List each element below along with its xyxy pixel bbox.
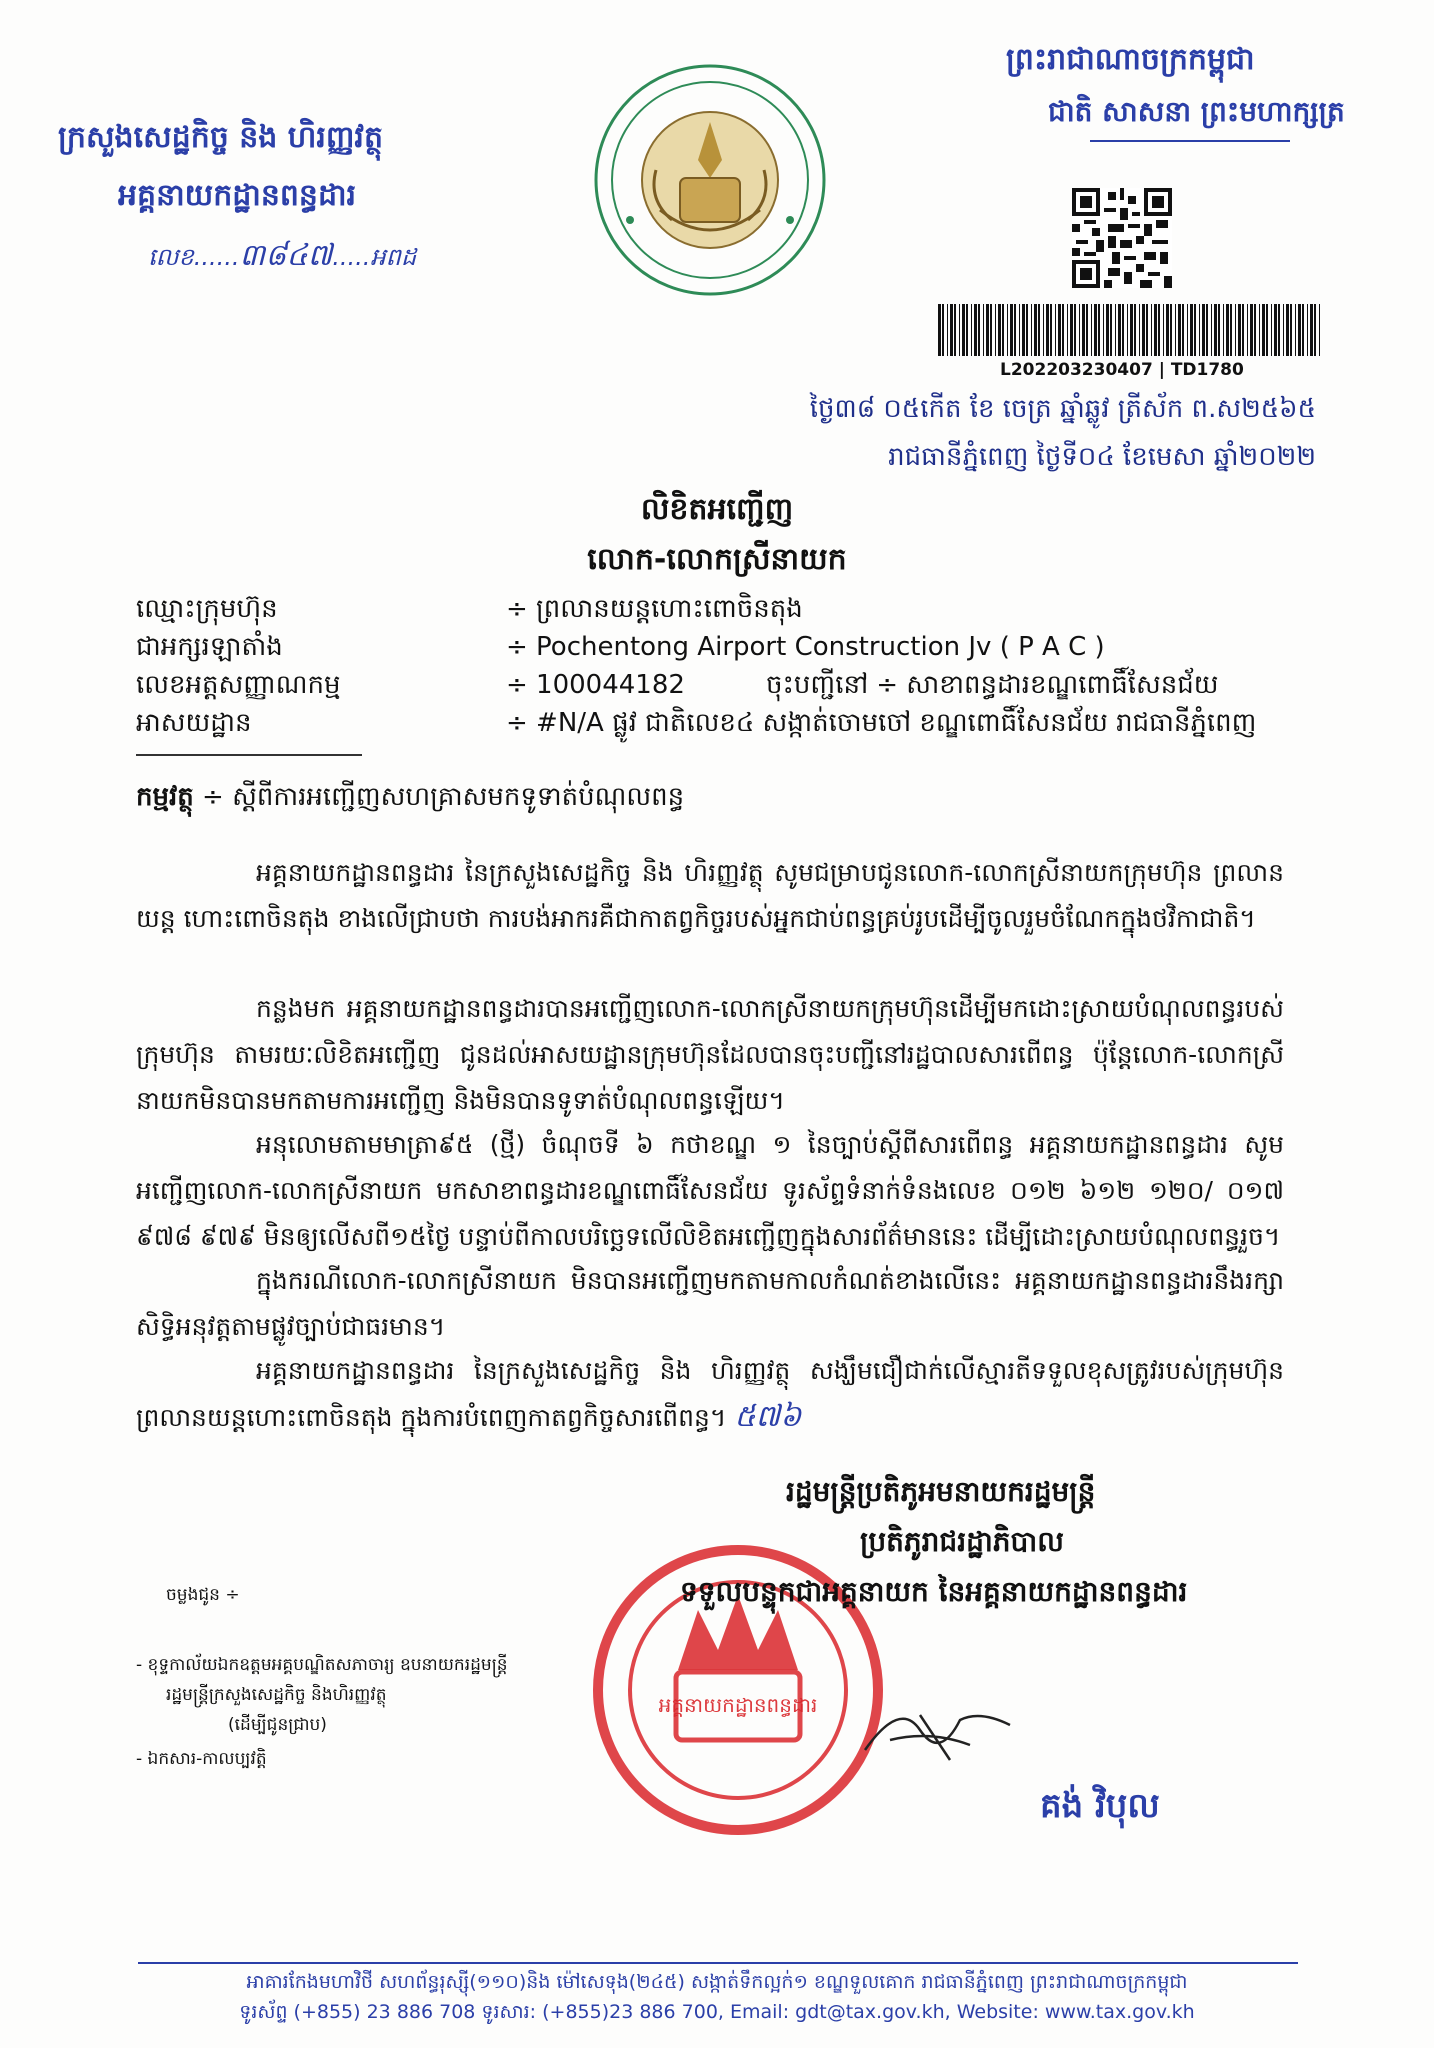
barcode-bar [1134, 304, 1136, 356]
address-value: ÷ #N/A ផ្លូវ ជាតិលេខ៤ សង្កាត់ចោមចៅ ខណ្ឌពោធិ៍សែនជ័យ រាជធានីភ្នំពេញ [506, 708, 1257, 738]
barcode-bar [1031, 304, 1032, 356]
body-paragraph-3: អនុលោមតាមមាត្រា៩៥ (ថ្មី) ចំណុចទី ៦ កថាខណ្ឌ ១ នៃច្បាប់ស្តីពីសារពើពន្ធ អគ្គនាយកដ្ឋានពន្ធដារ សូមអញ្ជើញលោក-លោកស្រីនាយក មកសាខាពន្ធដារខណ្ឌពោធិ៍សែនជ័យ ទូរស័ព្ទទំនាក់ទំនងលេខ ០១២ ៦១២ ១២០/ ០១៧ ៩៧៨ ៩៧៩ មិនឲ្យលើសពី១៥ថ្ងៃ បន្ទាប់ពីកាលបរិច្ឆេទលើលិខិតអញ្ជើញក្នុងសារព័ត៌មាននេះ ដើម្បីដោះស្រាយបំណុលពន្ធរួច។ [136, 1130, 1284, 1251]
barcode-bar [1094, 304, 1097, 356]
ministry-name: ក្រសួងសេដ្ឋកិច្ច និង ហិរញ្ញវត្ថុ [58, 120, 383, 155]
body-paragraph-5 [136, 1348, 1284, 1441]
body-paragraph-1: អគ្គនាយកដ្ឋានពន្ធដារ នៃក្រសួងសេដ្ឋកិច្ច និង ហិរញ្ញវត្ថុ សូមជម្រាបជូនលោក-លោកស្រីនាយកក្រុមហ៊ុន ព្រលានយន្ត ហោះពោចិនតុង ខាងលើជ្រាបថា ការបង់អាករគឺជាកាតព្វកិច្ចរបស់អ្នកជាប់ពន្ធគ្រប់រូបដើម្បីចូលរួមចំណែកក្នុងថវិកាជាតិ។ [136, 858, 1284, 933]
signer-title-3: ទទួលបន្ទុកជាអគ្គនាយក នៃអគ្គនាយកដ្ឋានពន្ធដារ [680, 1575, 1188, 1608]
barcode-bar [1079, 304, 1080, 356]
barcode-bar [1074, 304, 1076, 356]
barcode-bar [1190, 304, 1193, 356]
barcode-bar [1050, 304, 1052, 356]
tin-label: លេខអត្តសញ្ញាណកម្ម [136, 670, 341, 700]
barcode-bar [1070, 304, 1073, 356]
barcode-bar [1278, 304, 1280, 356]
footer-divider [138, 1962, 1298, 1964]
barcode-bar [1307, 304, 1308, 356]
company-label: ឈ្មោះក្រុមហ៊ុន [136, 594, 278, 624]
barcode-bar [1118, 304, 1121, 356]
barcode-bar [1151, 304, 1152, 356]
ref-suffix: .....អពដ [332, 243, 417, 271]
barcode-bar [1290, 304, 1292, 356]
cc-label: ចម្លងជូន ÷ [166, 1585, 240, 1605]
barcode-bar [1175, 304, 1176, 356]
barcode-bar [1086, 304, 1088, 356]
cc-item-2: - ឯកសារ-កាលប្បវត្តិ [136, 1749, 267, 1769]
barcode-bar [942, 304, 944, 356]
barcode-bar [1055, 304, 1056, 356]
barcode-bar [990, 304, 992, 356]
barcode-bar [1062, 304, 1064, 356]
body-paragraph-2: កន្លងមក អគ្គនាយកដ្ឋានពន្ធដារបានអញ្ជើញលោក-លោកស្រីនាយកក្រុមហ៊ុនដើម្បីមកដោះស្រាយបំណុលពន្ធរបស់ក្រុមហ៊ុន តាមរយៈលិខិតអញ្ជើញ ជូនដល់អាសយដ្ឋានក្រុមហ៊ុនដែលបានចុះបញ្ជីនៅរដ្ឋបាលសារពើពន្ធ ប៉ុន្តែលោក-លោកស្រីនាយកមិនបានមកតាមការអញ្ជើញ និងមិនបានទូទាត់បំណុលពន្ធឡើយ។ [136, 994, 1284, 1115]
lunar-date: ថ្ងៃ៣៨ ០៥កើត ខែ ចេត្រ ឆ្នាំឆ្លូវ ត្រីស័ក ព.ស២៥៦៥ [809, 394, 1316, 424]
motto-underline [1090, 140, 1290, 142]
barcode-bar [995, 304, 996, 356]
barcode-bar [1211, 304, 1212, 356]
subject-text: ÷ ស្តីពីការអញ្ជើញសហគ្រាសមកទូទាត់បំណុលពន្ធ [202, 782, 685, 812]
company-value: ÷ ព្រលានយន្តហោះពោចិនតុង [506, 594, 803, 624]
barcode-bar [1146, 304, 1148, 356]
barcode-bar [954, 304, 956, 356]
barcode-label: L202203230407 | TD1780 [1000, 360, 1244, 380]
barcode-bar [1019, 304, 1020, 356]
info-latin-row [136, 630, 1105, 668]
barcode-bar [1319, 304, 1320, 356]
barcode-bar [1298, 304, 1301, 356]
registered-label: ចុះបញ្ជីនៅ [766, 670, 869, 700]
barcode-bar [1115, 304, 1116, 356]
reference-number [148, 236, 416, 280]
barcode-bar [1238, 304, 1241, 356]
barcode-bar [1043, 304, 1044, 356]
barcode-bar [1139, 304, 1140, 356]
barcode-bar [971, 304, 972, 356]
body-paragraph-5-text: អគ្គនាយកដ្ឋានពន្ធដារ នៃក្រសួងសេដ្ឋកិច្ច និង ហិរញ្ញវត្ថុ សង្ឃឹមជឿជាក់លើស្មារតីទទួលខុសត្រូវរបស់ក្រុមហ៊ុន ព្រលានយន្តហោះពោចិនតុង ក្នុងការបំពេញកាតព្វកិច្ចសារពើពន្ធ។ [136, 1356, 1284, 1432]
signer-title-1: រដ្ឋមន្ត្រីប្រតិភូអមនាយករដ្ឋមន្ត្រី [786, 1475, 1096, 1508]
barcode-bar [1058, 304, 1061, 356]
barcode-bar [1206, 304, 1208, 356]
barcode-bar [1259, 304, 1260, 356]
barcode-bar [1223, 304, 1224, 356]
barcode-bar [1106, 304, 1109, 356]
barcode-bar [1022, 304, 1025, 356]
barcode-bar [1166, 304, 1169, 356]
barcode-bar [1254, 304, 1256, 356]
barcode-bar [1127, 304, 1128, 356]
barcode-bar [1046, 304, 1049, 356]
barcode-bar [959, 304, 960, 356]
qr-code [1072, 188, 1172, 288]
barcode-bar [1218, 304, 1220, 356]
barcode-bar [1130, 304, 1133, 356]
barcode-bar [1026, 304, 1028, 356]
barcode-bar [1163, 304, 1164, 356]
barcode-bar [1098, 304, 1100, 356]
body-paragraph-4: ក្នុងករណីលោក-លោកស្រីនាយក មិនបានអញ្ជើញមកតាមកាលកំណត់ខាងលើនេះ អគ្គនាយកដ្ឋានពន្ធដារនឹងរក្សាសិទ្ធិអនុវត្តតាមផ្លូវច្បាប់ជាធរមាន។ [136, 1266, 1284, 1341]
subject-label: កម្មវត្ថុ [136, 782, 194, 812]
barcode-bar [1226, 304, 1229, 356]
barcode-bar [1295, 304, 1296, 356]
barcode-bar [1091, 304, 1092, 356]
barcode-bar [966, 304, 968, 356]
tin-value: ÷ 100044182 [506, 670, 685, 700]
footer-address: អាគារកែងមហាវិថី សហព័ន្ធរុស្ស៊ី(១១០)និង ម៉ៅសេទុង(២៤៥) សង្កាត់ទឹកល្អក់១ ខណ្ឌទួលគោក រាជធានីភ្នំពេញ ព្រះរាជាណាចក្រកម្ពុជា [246, 1971, 1188, 1993]
national-motto: ជាតិ សាសនា ព្រះមហាក្សត្រ [1048, 95, 1345, 128]
ref-prefix: លេខ...... [148, 243, 240, 271]
info-address-row [136, 706, 1256, 744]
barcode-bar [1158, 304, 1160, 356]
signer-title-2: ប្រតិភូរាជរដ្ឋាភិបាល [860, 1525, 1064, 1558]
cc-item-1b: រដ្ឋមន្ត្រីក្រសួងសេដ្ឋកិច្ច និងហិរញ្ញវត្ថុ [166, 1685, 387, 1705]
barcode-bar [1142, 304, 1145, 356]
barcode-bar [1302, 304, 1304, 356]
handwritten-signature [860, 1680, 1020, 1770]
gdt-seal-logo [590, 60, 830, 300]
info-divider [136, 754, 362, 756]
barcode-bar [1274, 304, 1277, 356]
city-date: រាជធានីភ្នំពេញ ថ្ងៃទី០៤ ខែមេសា ឆ្នាំ២០២២ [888, 442, 1316, 472]
handwritten-mark: ៥៧៦ [734, 1399, 802, 1434]
barcode-bar [983, 304, 984, 356]
latin-label: ជាអក្សរឡាតាំង [136, 632, 283, 662]
department-name: អគ្គនាយកដ្ឋានពន្ធដារ [118, 178, 357, 213]
barcode [938, 304, 1322, 356]
barcode-bar [938, 304, 941, 356]
barcode-bar [1247, 304, 1248, 356]
barcode-bar [1202, 304, 1205, 356]
ref-number: ៣៨៤៧ [239, 238, 333, 273]
barcode-bar [1067, 304, 1068, 356]
signer-name: គង់ វិបុល [1040, 1786, 1160, 1826]
barcode-bar [1235, 304, 1236, 356]
barcode-bar [978, 304, 980, 356]
barcode-bar [1110, 304, 1112, 356]
stamp-text: អគ្គនាយកដ្ឋានពន្ធដារ [658, 1693, 818, 1717]
barcode-bar [1014, 304, 1016, 356]
barcode-bar [1314, 304, 1316, 356]
info-tin-row [136, 668, 1219, 706]
barcode-bar [1178, 304, 1181, 356]
barcode-bar [1271, 304, 1272, 356]
barcode-bar [998, 304, 1001, 356]
address-label: អាសយដ្ឋាន [136, 708, 252, 738]
barcode-bar [1266, 304, 1268, 356]
barcode-bar [1283, 304, 1284, 356]
barcode-bar [1242, 304, 1244, 356]
barcode-bar [947, 304, 948, 356]
info-company-row [136, 592, 803, 630]
footer-contact: ទូរស័ព្ទ (+855) 23 886 708 ទូរសារ: (+855)23 886 700, Email: gdt@tax.gov.kh, Website: www.tax.gov.kh [239, 2001, 1195, 2023]
barcode-bar [1002, 304, 1004, 356]
barcode-bar [1230, 304, 1232, 356]
cc-item-1: - ខុទ្ទកាល័យឯកឧត្តមអគ្គបណ្ឌិតសភាចារ្យ ឧបនាយករដ្ឋមន្ត្រី [136, 1655, 508, 1675]
barcode-bar [974, 304, 977, 356]
latin-value: ÷ Pochentong Airport Construction Jv ( P A C ) [506, 632, 1105, 662]
barcode-bar [1034, 304, 1037, 356]
barcode-bar [986, 304, 989, 356]
barcode-bar [962, 304, 965, 356]
barcode-bar [1010, 304, 1013, 356]
subject-line [136, 780, 684, 818]
barcode-bar [1187, 304, 1188, 356]
barcode-bar [1262, 304, 1265, 356]
barcode-bar [1199, 304, 1200, 356]
letter-addressee: លោក-លោកស្រីនាយក [587, 542, 847, 577]
barcode-bar [1082, 304, 1085, 356]
barcode-bar [1182, 304, 1184, 356]
barcode-bar [1170, 304, 1172, 356]
barcode-bar [1214, 304, 1217, 356]
barcode-bar [1122, 304, 1124, 356]
kingdom-heading: ព្រះរាជាណាចក្រកម្ពុជា [1006, 42, 1255, 77]
barcode-bar [950, 304, 953, 356]
cc-item-1c: (ដើម្បីជូនជ្រាប) [228, 1715, 327, 1735]
barcode-bar [1286, 304, 1289, 356]
barcode-bar [1154, 304, 1157, 356]
barcode-bar [1007, 304, 1008, 356]
barcode-bar [1194, 304, 1196, 356]
registered-value: ÷ សាខាពន្ធដារខណ្ឌពោធិ៍សែនជ័យ [876, 670, 1219, 700]
barcode-bar [1250, 304, 1253, 356]
barcode-bar [1310, 304, 1313, 356]
letter-title: លិខិតអញ្ជើញ [640, 492, 794, 527]
barcode-bar [1038, 304, 1040, 356]
barcode-bar [1103, 304, 1104, 356]
